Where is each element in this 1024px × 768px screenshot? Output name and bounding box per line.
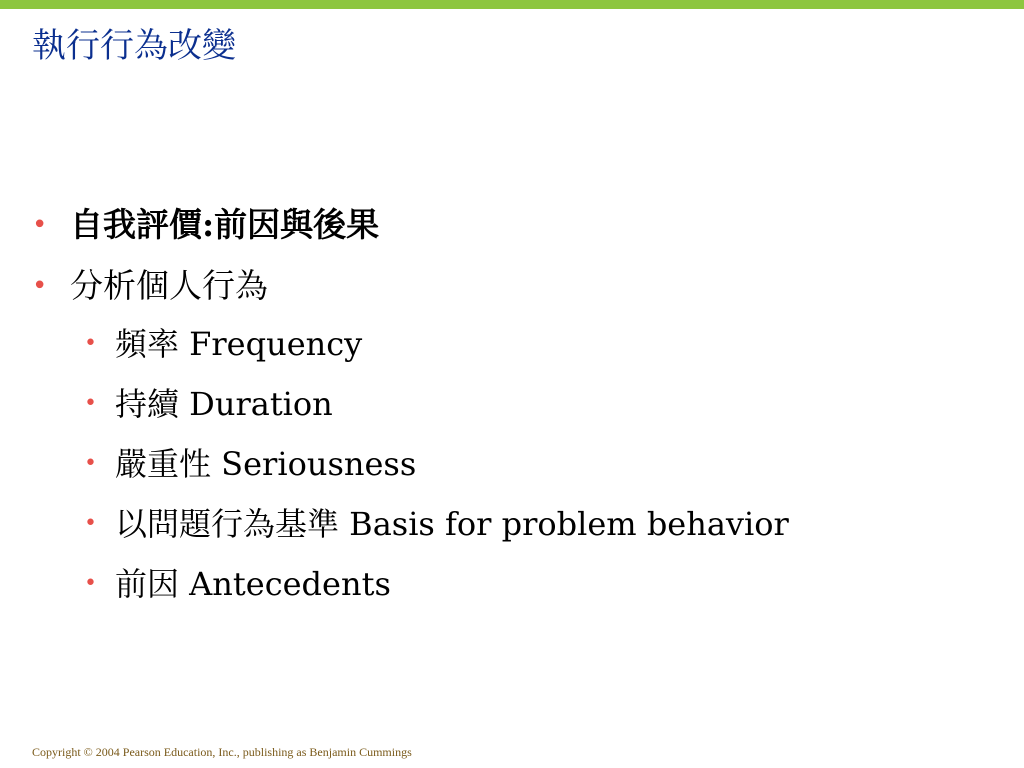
- bullet-dot-icon: •: [84, 511, 97, 536]
- bullet-text: 自我評價:前因與後果: [70, 205, 380, 244]
- bullet-dot-icon: •: [84, 571, 97, 596]
- bullet-item-self-evaluation: [32, 205, 379, 245]
- sub-bullet-duration: [84, 384, 333, 424]
- sub-bullet-basis: [84, 504, 789, 544]
- top-accent-bar: [0, 0, 1024, 9]
- bullet-text: 分析個人行為: [70, 266, 268, 305]
- sub-bullet-frequency: [84, 324, 362, 364]
- sub-bullet-antecedents: [84, 564, 391, 604]
- bullet-dot-icon: •: [84, 451, 97, 476]
- sub-bullet-text: 前因 Antecedents: [115, 565, 391, 603]
- sub-bullet-text: 頻率 Frequency: [115, 325, 363, 363]
- bullet-dot-icon: •: [32, 271, 48, 301]
- sub-bullet-seriousness: [84, 444, 416, 484]
- bullet-dot-icon: •: [32, 210, 48, 240]
- bullet-item-analyze-behavior: [32, 266, 268, 306]
- copyright-footer: Copyright © 2004 Pearson Education, Inc., publishing as Benjamin Cummings: [32, 745, 412, 759]
- bullet-dot-icon: •: [84, 391, 97, 416]
- bullet-dot-icon: •: [84, 331, 97, 356]
- slide-title: 執行行為改變: [32, 26, 236, 66]
- sub-bullet-text: 嚴重性 Seriousness: [115, 445, 417, 483]
- sub-bullet-text: 以問題行為基準 Basis for problem behavior: [115, 505, 789, 543]
- sub-bullet-text: 持續 Duration: [115, 385, 333, 423]
